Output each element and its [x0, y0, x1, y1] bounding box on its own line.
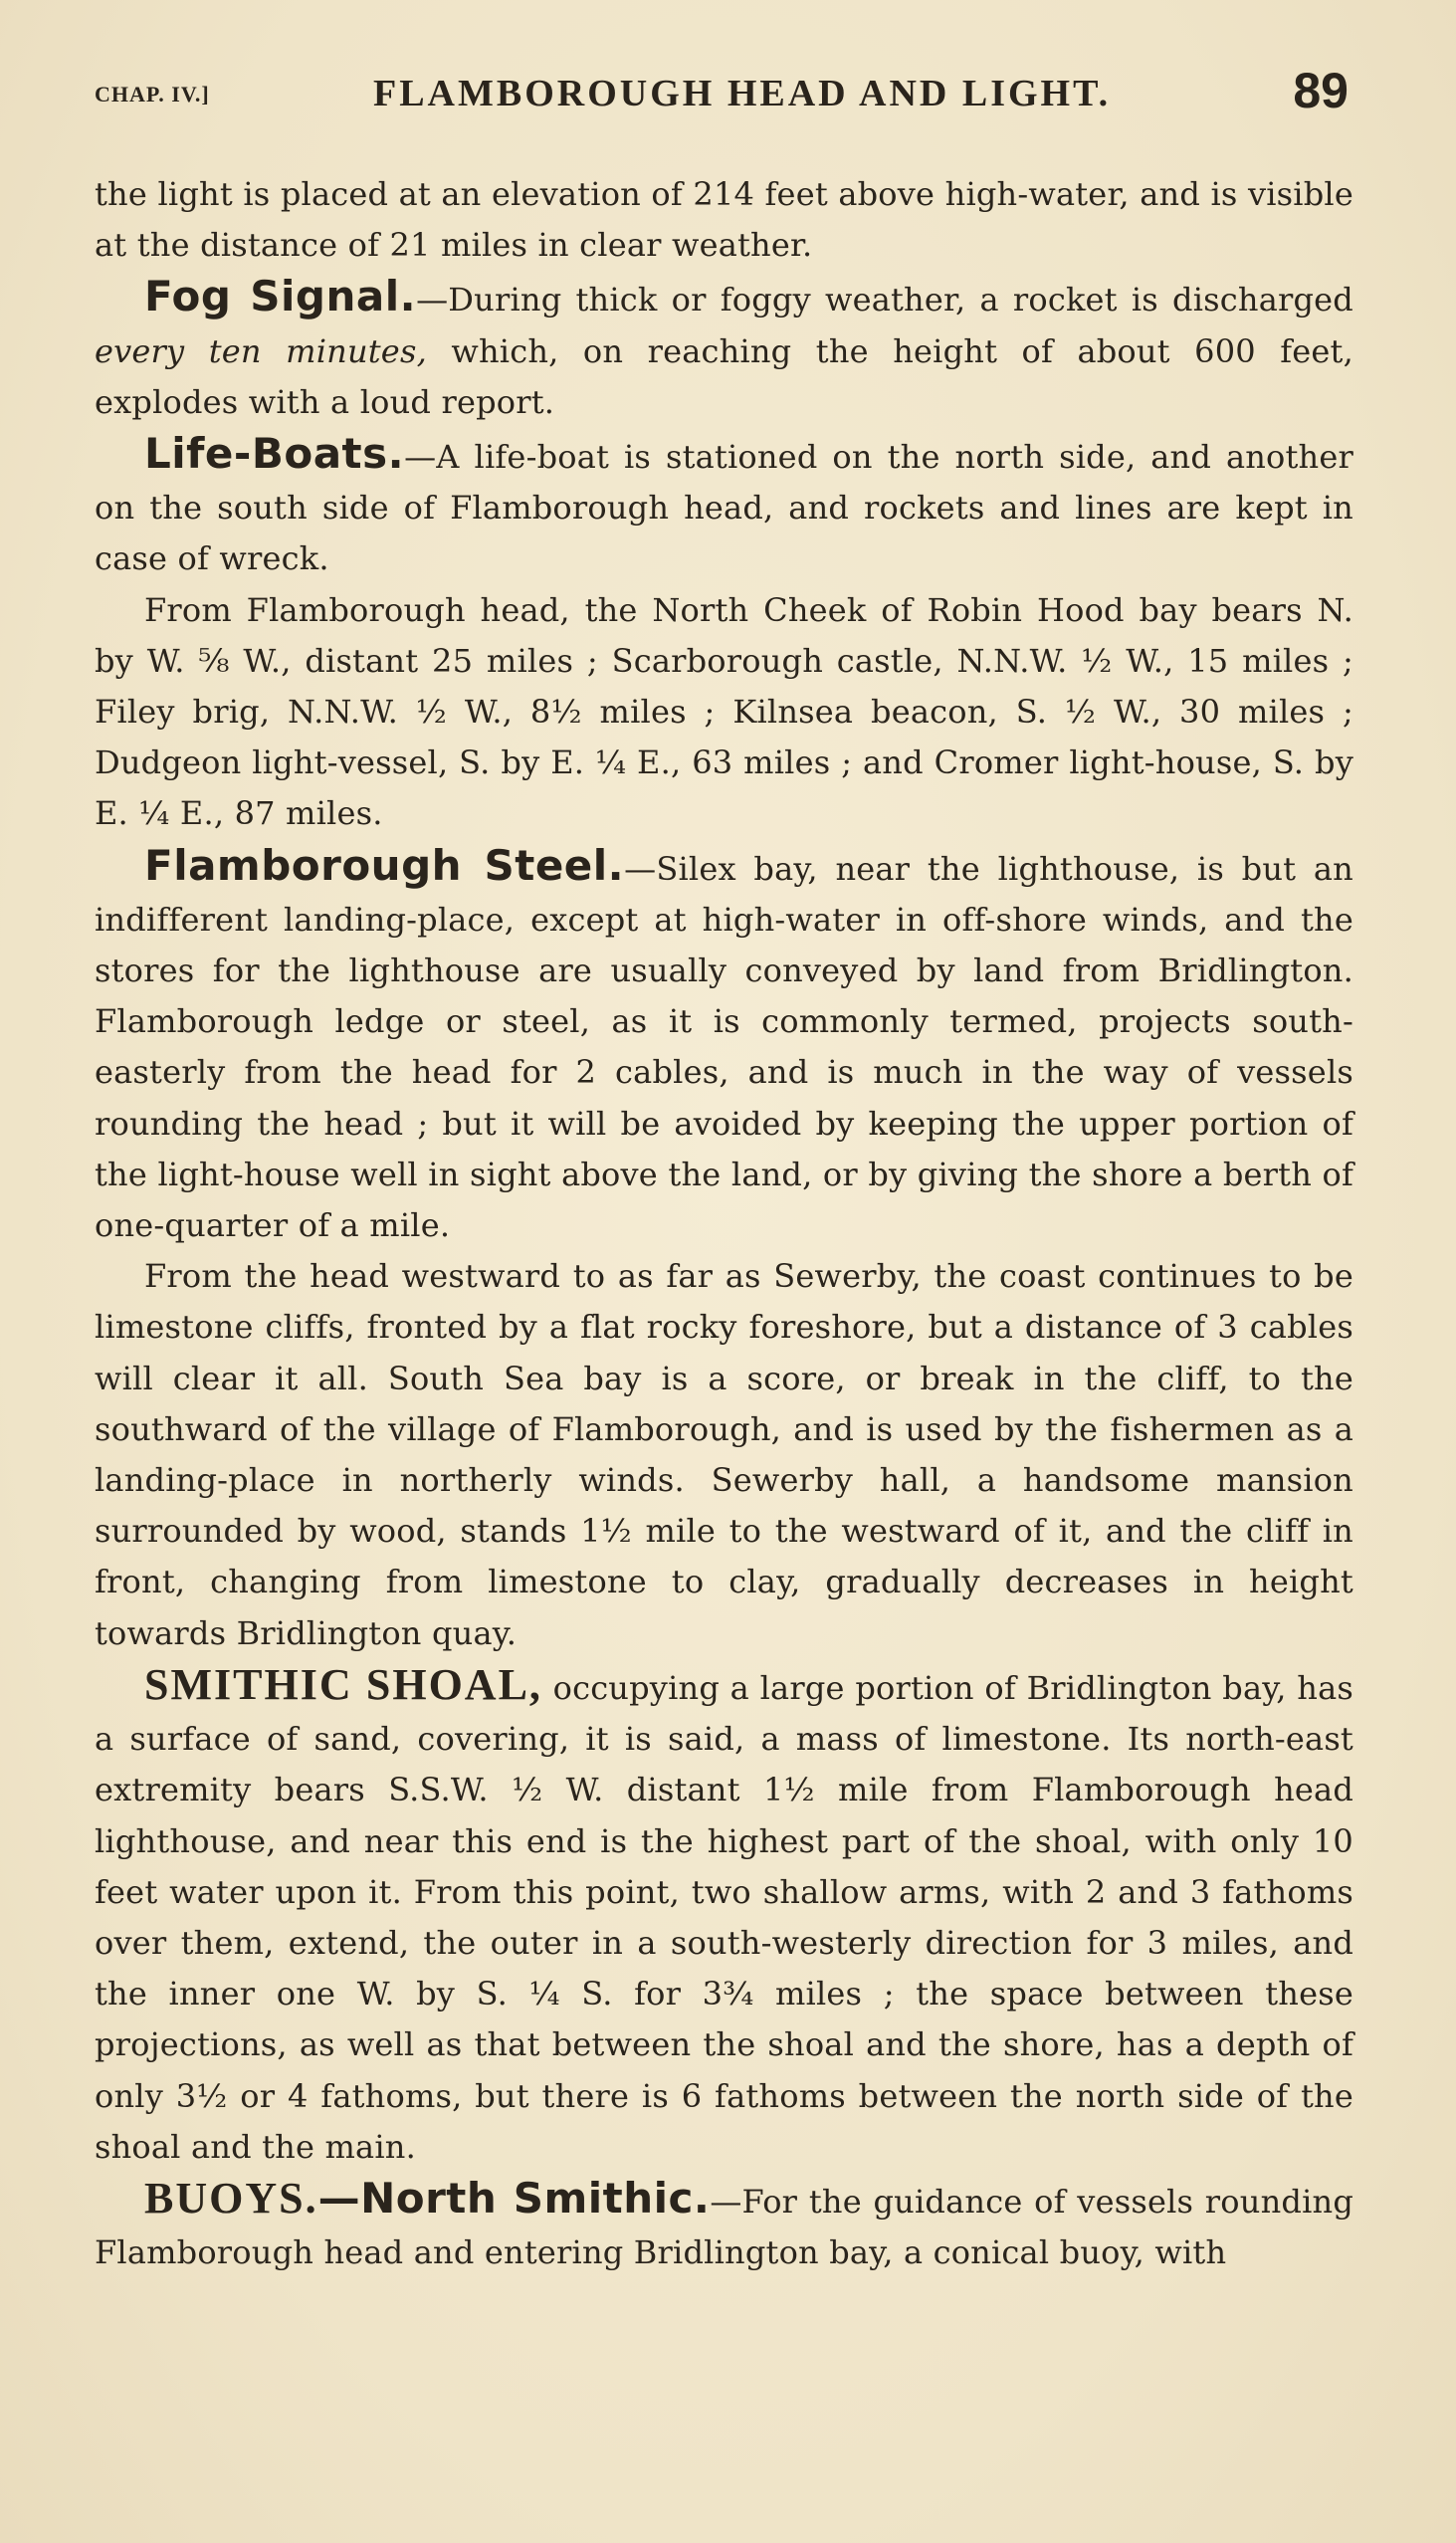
fog-signal-heading: Fog Signal. — [144, 272, 417, 321]
fog-signal-emphasis: every ten minutes, — [95, 331, 427, 370]
buoys-text: —For the guidance of vessels rounding Flamborough head and entering Bridlington bay, a conical buoy, with — [95, 2182, 1353, 2272]
fog-signal-text-b: which, on reaching the height of about 600 feet, explodes with a loud report. — [95, 331, 1353, 421]
flamborough-steel-heading: Flamborough Steel. — [144, 840, 625, 890]
paragraph-westward-coast: From the head westward to as far as Sewerby, the coast continues to be limestone cliffs, fronted by a flat rocky foreshore, but a distance of 3 cables will clear it all. South Sea bay is a score, or break in the cliff, to the southward of the village of Flamborough, and is used by the fishermen as a landing-place in northerly winds. Sewerby hall, a handsome mansion surrounded by wood, stands 1½ mile to the westward of it, and the cliff in front, changing from limestone to clay, gradually decreases in height towards Bridlington quay. — [95, 1257, 1353, 1652]
smithic-shoal-heading: SMITHIC SHOAL, — [144, 1659, 542, 1709]
life-boats-text: —A life-boat is stationed on the north side, and another on the south side of Flamborough head, and rockets and lines are kept in case of wreck. — [95, 438, 1353, 578]
running-title: FLAMBOROUGH HEAD AND LIGHT. — [373, 73, 1112, 114]
fog-signal-text-a: —During thick or foggy weather, a rocket is discharged — [416, 281, 1353, 319]
buoys-heading: BUOYS. — [144, 2173, 318, 2223]
flamborough-steel-text: —Silex bay, near the lighthouse, is but an indifferent landing-place, except at high-water in off-shore winds, and the stores for the lighthouse are usually conveyed by land from Bridlington. Flamborough ledge or steel, as it is commonly termed, projects south-easterly from the head for 2 cables, and is much in the way of vessels rounding the head ; but it will be avoided by keeping the upper portion of the light-house well in sight above the land, or by giving the shore a berth of one-quarter of a mile. — [95, 849, 1353, 1245]
paragraph-life-boats — [95, 428, 1353, 585]
paragraph-smithic-shoal — [95, 1659, 1353, 2173]
paragraph-flamborough-steel — [95, 840, 1353, 1252]
page-number: 89 — [1293, 63, 1349, 118]
paragraph-light-elevation: the light is placed at an elevation of 214 feet above high-water, and is visible at the distance of 21 miles in clear weather. — [95, 175, 1353, 265]
page-body — [95, 169, 1353, 2278]
paragraph-buoys — [95, 2173, 1353, 2278]
smithic-shoal-text: occupying a large portion of Bridlington bay, has a surface of sand, covering, it is said, a mass of limestone. Its north-east extremity bears S.S.W. ½ W. distant 1½ mile from Flamborough head lighthouse, and near this end is the highest part of the shoal, with only 10 feet water upon it. From this point, two shallow arms, with 2 and 3 fathoms over them, extend, the outer in a south-westerly direction for 3 miles, and the inner one W. by S. ¼ S. for 3¾ miles ; the space between these projections, as well as that between the shoal and the shore, has a depth of only 3½ or 4 fathoms, but there is 6 fathoms between the north side of the shoal and the main. — [95, 1668, 1354, 2166]
life-boats-heading: Life-Boats. — [144, 429, 405, 479]
paragraph-bearings: From Flamborough head, the North Cheek of Robin Hood bay bears N. by W. ⅝ W., distant 25 miles ; Scarborough castle, N.N.W. ½ W., 15 miles ; Filey brig, N.N.W. ½ W., 8½ miles ; Kilnsea beacon, S. ½ W., 30 miles ; Dudgeon light-vessel, S. by E. ¼ E., 63 miles ; and Cromer light-house, S. by E. ¼ E., 87 miles. — [95, 590, 1353, 833]
north-smithic-heading: —North Smithic. — [317, 2173, 711, 2223]
paragraph-fog-signal — [95, 271, 1353, 428]
chapter-label: CHAP. IV.] — [95, 82, 210, 106]
running-header — [95, 63, 1349, 127]
